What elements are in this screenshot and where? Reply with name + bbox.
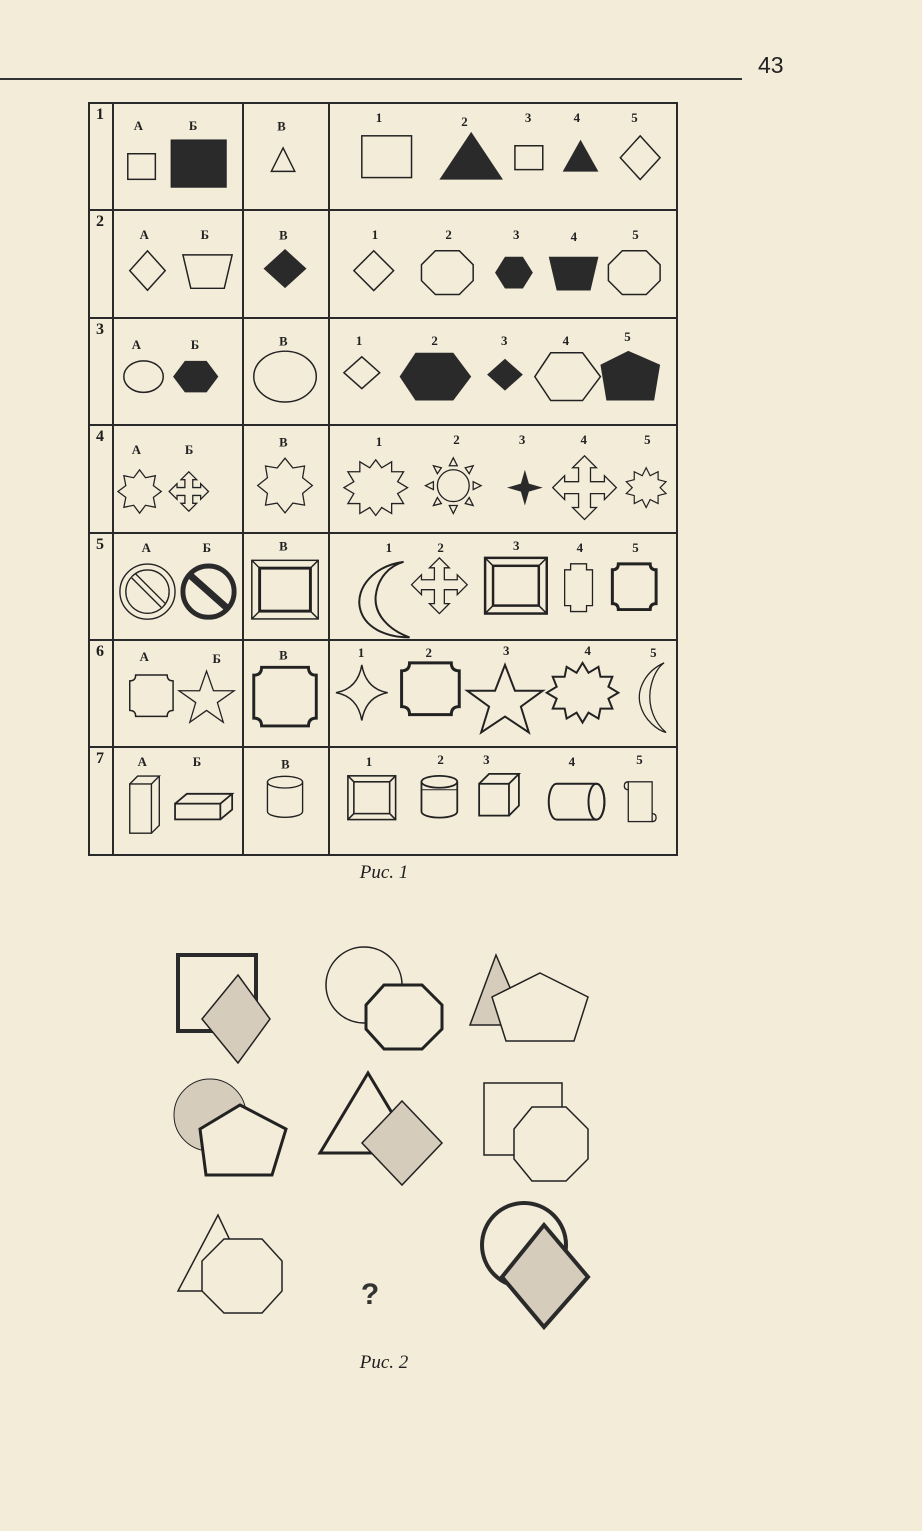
cell-triangle-pentagon — [470, 955, 588, 1041]
option-3-label: 3 — [503, 642, 510, 658]
figure-2-caption: Рис. 2 — [359, 1352, 409, 1373]
square-small-outline-icon — [515, 146, 543, 170]
crescent-outline-icon — [359, 561, 409, 637]
cube-outline-icon — [479, 774, 519, 816]
row-number: 7 — [89, 747, 113, 854]
option-2-label: 2 — [425, 644, 432, 660]
trapezoid-outline-icon — [183, 255, 232, 288]
cell-ab — [113, 533, 243, 640]
cell-square-diamond — [178, 955, 270, 1063]
diamond-outline-icon — [344, 357, 380, 389]
triangle-small-filled-icon — [563, 140, 599, 172]
prohibition-sign-outline-icon — [120, 564, 175, 619]
four-point-star-filled-icon — [507, 470, 543, 506]
option-5-label: 5 — [644, 432, 651, 448]
hexagon-filled-icon — [173, 361, 218, 393]
label-a: А — [131, 337, 141, 352]
option-3-label: 3 — [518, 432, 526, 448]
label-v: В — [279, 334, 288, 349]
header-rule — [0, 78, 742, 80]
option-2-label: 2 — [431, 332, 438, 348]
option-2-label: 2 — [453, 432, 460, 448]
prohibition-sign-bold-icon — [183, 566, 234, 617]
eight-point-star-outline-icon — [118, 470, 161, 513]
cell-ab — [113, 318, 243, 425]
cell-v — [243, 425, 329, 532]
cell-ab — [113, 640, 243, 747]
triangle-large-filled-icon — [439, 132, 503, 180]
option-1-label: 1 — [375, 109, 383, 125]
trapezoid-filled-icon — [549, 257, 599, 291]
figure-1-table — [88, 102, 678, 856]
option-3-label: 3 — [501, 332, 508, 348]
option-3-label: 3 — [512, 537, 520, 553]
diamond-filled-icon — [264, 249, 307, 288]
triangle-small-outline-icon — [271, 148, 294, 171]
cell-circle-diamond — [482, 1203, 588, 1327]
cylinder-outline-icon — [421, 776, 457, 818]
label-b: Б — [192, 755, 202, 770]
hexagon-large-outline-icon — [535, 353, 601, 401]
diamond-outline-icon — [354, 251, 394, 291]
five-point-star-outline-icon — [179, 671, 234, 722]
label-v: В — [279, 648, 288, 663]
label-v: В — [279, 539, 288, 554]
label-a: А — [131, 443, 141, 458]
option-4-label: 4 — [568, 754, 576, 770]
cell-options — [329, 318, 677, 425]
octagon-outline-icon — [514, 1107, 588, 1181]
row-number: 1 — [89, 103, 113, 210]
scalloped-square-bold-icon — [254, 667, 317, 726]
starburst-outline-icon — [344, 460, 408, 516]
cell-square-octagon — [484, 1083, 588, 1181]
starburst-small-outline-icon — [626, 468, 666, 508]
cell-options — [329, 103, 677, 210]
option-3-label: 3 — [512, 227, 520, 243]
label-v: В — [281, 757, 290, 772]
page-number: 43 — [758, 52, 784, 78]
scroll-outline-icon — [624, 782, 656, 822]
option-5-label: 5 — [650, 644, 657, 660]
pentagon-filled-icon — [600, 351, 660, 401]
beveled-frame-icon — [485, 557, 547, 613]
option-5-label: 5 — [636, 752, 643, 768]
cell-circle-pentagon — [174, 1079, 286, 1175]
cell-options — [329, 210, 677, 317]
ellipse-large-outline-icon — [254, 351, 317, 402]
sun-outline-icon — [425, 458, 481, 514]
crescent-small-outline-icon — [639, 663, 666, 733]
option-2-label: 2 — [437, 539, 444, 555]
cell-options — [329, 747, 677, 854]
option-1-label: 1 — [371, 227, 379, 243]
option-4-label: 4 — [580, 432, 588, 448]
octagon-outline-icon — [608, 251, 660, 295]
option-2-label: 2 — [445, 227, 452, 243]
label-b: Б — [200, 228, 210, 243]
option-5-label: 5 — [632, 227, 639, 243]
option-4-label: 4 — [562, 332, 570, 348]
row-number: 3 — [89, 318, 113, 425]
cell-v — [243, 318, 329, 425]
cell-options — [329, 640, 677, 747]
diamond-outline-icon — [620, 136, 660, 180]
row-number: 4 — [89, 425, 113, 532]
option-1-label: 1 — [355, 332, 363, 348]
scalloped-square-outline-icon — [130, 675, 173, 716]
five-point-star-large-outline-icon — [467, 665, 543, 733]
cell-v — [243, 210, 329, 317]
figure-1-row-7 — [89, 747, 677, 854]
cell-circle-octagon — [326, 947, 442, 1049]
diamond-small-filled-icon — [487, 359, 523, 391]
option-5-label: 5 — [632, 539, 639, 555]
four-arrows-outline-icon — [169, 472, 208, 511]
figure-1-row-4 — [89, 425, 677, 532]
figure-2-matrix — [170, 945, 610, 1345]
octagon-outline-icon — [421, 251, 473, 295]
option-4-label: 4 — [573, 109, 581, 125]
notched-square-outline-icon — [565, 563, 593, 611]
cell-triangle-diamond — [320, 1073, 442, 1185]
figure-1-row-2 — [89, 210, 677, 317]
option-2-label: 2 — [461, 113, 468, 129]
cell-v — [243, 103, 329, 210]
cell-v — [243, 640, 329, 747]
beveled-frame-icon — [348, 776, 396, 820]
label-a: А — [141, 540, 151, 555]
label-a: А — [137, 755, 147, 770]
square-large-filled-icon — [171, 140, 226, 187]
option-1-label: 1 — [385, 539, 393, 555]
option-3-label: 3 — [483, 752, 490, 768]
label-b: Б — [188, 119, 198, 134]
cell-ab — [113, 210, 243, 317]
four-point-star-outline-icon — [336, 665, 388, 721]
row-number: 2 — [89, 210, 113, 317]
hexagon-filled-icon — [495, 257, 533, 289]
label-b: Б — [202, 540, 212, 555]
square-large-outline-icon — [362, 136, 412, 178]
ellipse-outline-icon — [124, 361, 163, 393]
four-arrows-cross-outline-icon — [412, 557, 468, 613]
cell-ab — [113, 747, 243, 854]
label-a: А — [133, 119, 143, 134]
cell-options — [329, 533, 677, 640]
option-2-label: 2 — [437, 752, 444, 768]
missing-item-question-mark: ? — [360, 1278, 380, 1311]
square-small-outline-icon — [128, 154, 156, 180]
row-number: 5 — [89, 533, 113, 640]
eight-point-star-outline-icon — [258, 458, 313, 513]
row-number: 6 — [89, 640, 113, 747]
option-4-label: 4 — [584, 642, 591, 658]
cell-v — [243, 533, 329, 640]
flat-box-outline-icon — [175, 794, 232, 820]
diamond-shaded-icon — [362, 1101, 442, 1185]
option-5-label: 5 — [624, 328, 631, 344]
figure-1-row-3 — [89, 318, 677, 425]
option-4-label: 4 — [576, 539, 584, 555]
cell-triangle-octagon — [178, 1215, 282, 1313]
figure-1-row-6 — [89, 640, 677, 747]
label-v: В — [279, 435, 288, 450]
option-1-label: 1 — [365, 754, 373, 770]
starburst-outline-icon — [547, 663, 619, 723]
option-1-label: 1 — [375, 434, 383, 450]
beveled-frame-icon — [252, 560, 318, 619]
cell-v — [243, 747, 329, 854]
octagon-outline-icon — [202, 1239, 282, 1313]
label-b: Б — [212, 652, 221, 667]
diamond-shaded-bold-icon — [502, 1225, 588, 1327]
label-b: Б — [184, 443, 194, 458]
option-5-label: 5 — [631, 109, 638, 125]
diamond-shaded-icon — [202, 975, 270, 1063]
cell-options — [329, 425, 677, 532]
cell-ab — [113, 103, 243, 210]
cylinder-outline-icon — [267, 777, 302, 818]
horizontal-cylinder-outline-icon — [549, 784, 605, 820]
tall-box-outline-icon — [130, 776, 160, 833]
label-v: В — [279, 228, 288, 243]
figure-1-row-5 — [89, 533, 677, 640]
option-3-label: 3 — [524, 109, 532, 125]
label-a: А — [139, 228, 149, 243]
label-b: Б — [190, 337, 200, 352]
option-4-label: 4 — [570, 229, 578, 245]
label-a: А — [139, 650, 149, 665]
scalloped-square-bold-icon — [402, 663, 460, 715]
four-arrows-outline-icon — [553, 456, 617, 520]
option-1-label: 1 — [357, 644, 365, 660]
figure-1-caption: Рис. 1 — [359, 862, 409, 883]
octagon-bold-outline-icon — [366, 985, 442, 1049]
label-v: В — [277, 119, 286, 134]
hexagon-large-filled-icon — [400, 353, 472, 401]
diamond-outline-icon — [130, 251, 165, 290]
figure-1-row-1 — [89, 103, 677, 210]
scalloped-square-bold-icon — [612, 563, 656, 609]
cell-ab — [113, 425, 243, 532]
